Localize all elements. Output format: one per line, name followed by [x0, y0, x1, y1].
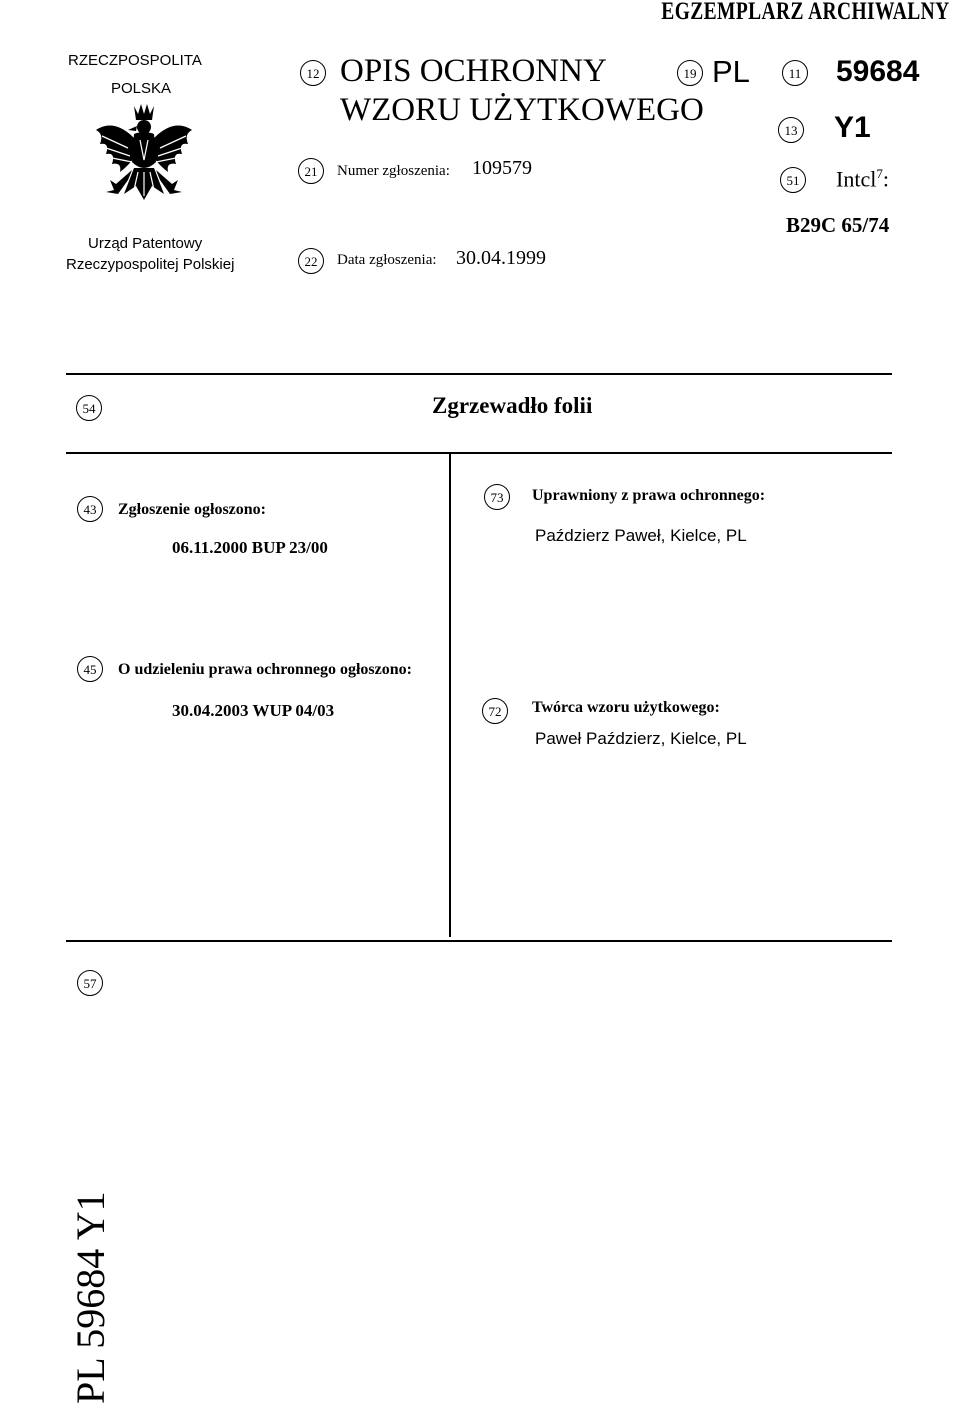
creator-value: Paweł Paździerz, Kielce, PL [535, 729, 747, 748]
document-type-title-line1: OPIS OCHRONNY [340, 53, 607, 89]
grant-value: 30.04.2003 WUP 04/03 [172, 701, 335, 720]
document-number: 59684 [836, 55, 920, 88]
publication-value: 06.11.2000 BUP 23/00 [172, 538, 328, 557]
creator-label: Twórca wzoru użytkowego: [532, 699, 720, 716]
application-number-label: Numer zgłoszenia: [337, 163, 450, 179]
archive-stamp: EGZEMPLARZ ARCHIWALNY [661, 0, 950, 25]
country-code: PL [712, 54, 750, 89]
classification-code: B29C 65/74 [786, 213, 890, 237]
country-name-line2: POLSKA [111, 80, 172, 97]
inid-code-72: 72 [482, 698, 508, 724]
owner-value: Paździerz Paweł, Kielce, PL [535, 526, 747, 545]
polish-eagle-emblem-icon [88, 100, 200, 216]
intcl-colon: : [882, 166, 889, 192]
office-name-line1: Urząd Patentowy [88, 235, 203, 252]
owner-label: Uprawniony z prawa ochronnego: [532, 487, 766, 504]
inid-code-13: 13 [778, 117, 804, 143]
intcl-label [836, 166, 889, 192]
inid-code-73: 73 [484, 484, 510, 510]
inid-code-21: 21 [298, 158, 324, 184]
separator-middle [66, 452, 892, 454]
inid-code-11: 11 [782, 60, 808, 86]
separator-top [66, 373, 892, 375]
document-type-title-line2: WZORU UŻYTKOWEGO [340, 92, 704, 128]
side-document-label: PL 59684 Y1 [68, 1191, 113, 1404]
inid-code-51: 51 [780, 167, 806, 193]
inid-code-43: 43 [77, 496, 103, 522]
intcl-version: 7 [876, 166, 883, 181]
utility-model-title: Zgrzewadło folii [432, 393, 593, 418]
kind-code: Y1 [834, 111, 871, 144]
inid-code-22: 22 [298, 248, 324, 274]
inid-code-54: 54 [76, 395, 102, 421]
country-name-line1: RZECZPOSPOLITA [68, 52, 202, 69]
intcl-text: Intcl [836, 166, 877, 192]
inid-code-12: 12 [300, 60, 326, 86]
publication-label: Zgłoszenie ogłoszono: [118, 501, 266, 518]
application-number-value: 109579 [472, 157, 532, 179]
inid-code-57: 57 [77, 970, 103, 996]
inid-code-45: 45 [77, 656, 103, 682]
grant-label: O udzieleniu prawa ochronnego ogłoszono: [118, 661, 412, 678]
separator-bottom [66, 940, 892, 942]
application-date-label: Data zgłoszenia: [337, 252, 437, 268]
inid-code-19: 19 [677, 60, 703, 86]
column-divider [449, 454, 451, 937]
application-date-value: 30.04.1999 [456, 247, 546, 269]
office-name-line2: Rzeczypospolitej Polskiej [66, 256, 235, 273]
